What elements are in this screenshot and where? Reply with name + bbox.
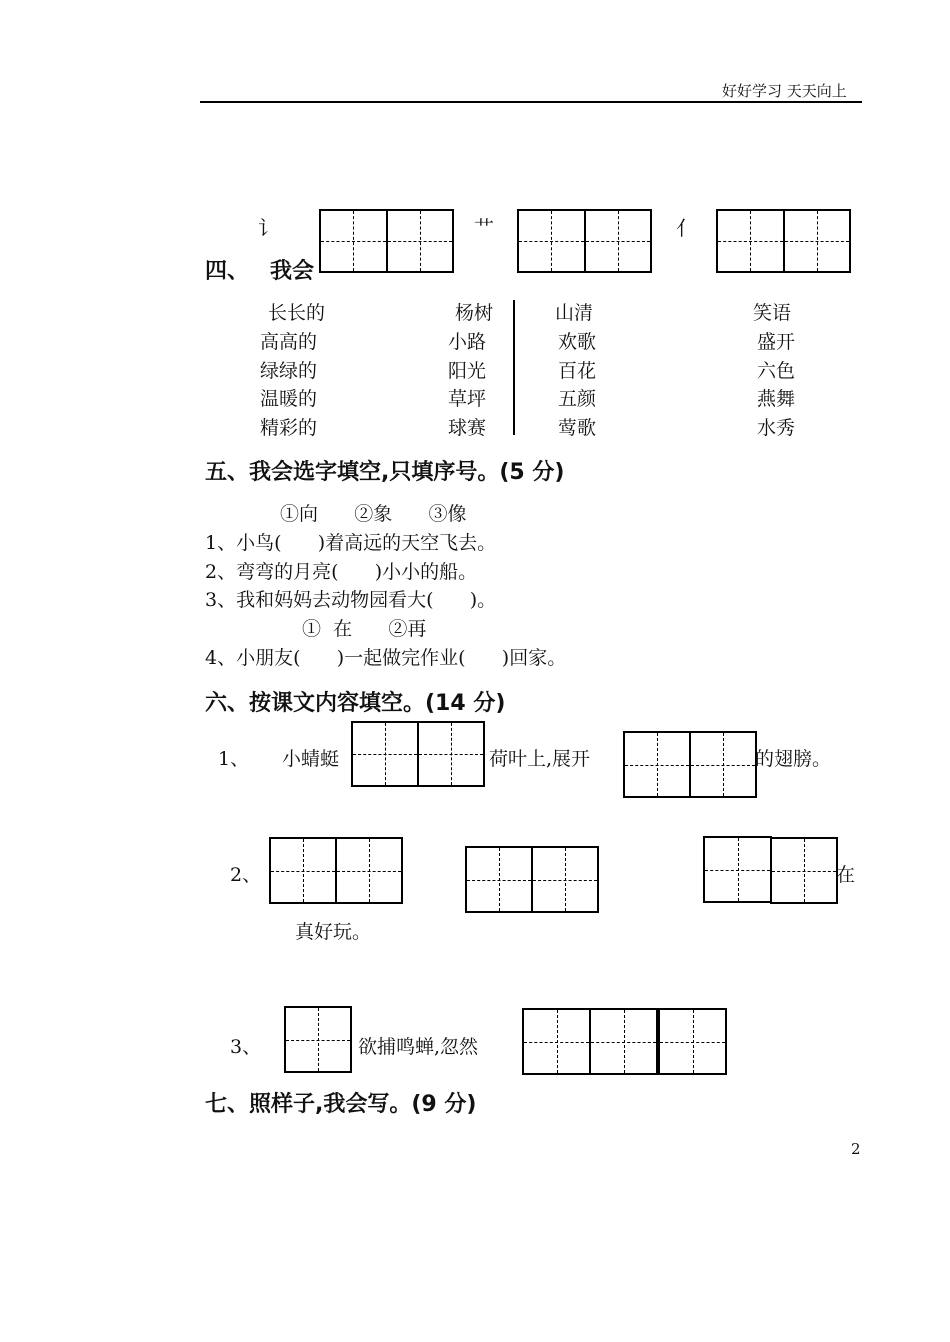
tianzige-grid[interactable] <box>351 721 485 787</box>
adj-item: 温暖的 <box>260 388 318 410</box>
item-text: 真好玩。 <box>295 921 372 943</box>
page-number: 2 <box>851 1140 861 1158</box>
adj-item: 长长的 <box>268 302 326 324</box>
item-number: 2、 <box>230 864 262 886</box>
phrase-start: 欢歌 <box>558 331 597 353</box>
tianzige-grid[interactable] <box>703 836 772 903</box>
header-rule <box>200 101 862 103</box>
radical-1: 讠 <box>258 216 278 240</box>
adj-item: 绿绿的 <box>260 360 318 382</box>
question-4: 4、小朋友( )一起做完作业( )回家。 <box>205 647 567 669</box>
column-divider <box>513 300 515 435</box>
noun-item: 小路 <box>448 331 487 353</box>
radical-3: 亻 <box>676 216 696 240</box>
phrase-end: 笑语 <box>753 302 792 324</box>
phrase-start: 五颜 <box>558 388 597 410</box>
section5-title: 五、我会选字填空,只填序号。(5 分) <box>205 460 565 485</box>
section4-number: 四、 <box>205 259 250 284</box>
section6-title: 六、按课文内容填空。(14 分) <box>205 691 506 716</box>
adj-item: 精彩的 <box>260 417 318 439</box>
noun-item: 杨树 <box>455 302 494 324</box>
tianzige-grid[interactable] <box>522 1008 658 1075</box>
tianzige-grid[interactable] <box>517 209 652 273</box>
section7-title: 七、照样子,我会写。(9 分) <box>205 1092 477 1117</box>
phrase-start: 莺歌 <box>558 417 597 439</box>
question-1: 1、小鸟( )着高远的天空飞去。 <box>205 532 497 554</box>
item-number: 3、 <box>230 1036 262 1058</box>
tianzige-grid[interactable] <box>319 209 454 273</box>
item-text: 的翅膀。 <box>755 748 832 770</box>
phrase-end: 六色 <box>757 360 796 382</box>
tianzige-grid[interactable] <box>284 1006 352 1073</box>
phrase-start: 山清 <box>555 302 594 324</box>
phrase-end: 盛开 <box>757 331 796 353</box>
noun-item: 草坪 <box>448 388 487 410</box>
adj-item: 高高的 <box>260 331 318 353</box>
question-2: 2、弯弯的月亮( )小小的船。 <box>205 561 478 583</box>
question-3: 3、我和妈妈去动物园看大( )。 <box>205 589 497 611</box>
radical-2: 艹 <box>474 216 494 240</box>
item-number: 1、 <box>218 748 250 770</box>
header-motto: 好好学习 天天向上 <box>722 82 847 100</box>
phrase-start: 百花 <box>558 360 597 382</box>
item-text: 欲捕鸣蝉,忽然 <box>358 1036 479 1058</box>
tianzige-grid[interactable] <box>770 837 838 904</box>
options-line: ① 在 ②再 <box>302 618 427 640</box>
phrase-end: 燕舞 <box>757 388 796 410</box>
tianzige-grid[interactable] <box>623 731 757 798</box>
item-text: 荷叶上,展开 <box>489 748 591 770</box>
item-text: 小蜻蜓 <box>282 748 340 770</box>
options-line: ①向 ②象 ③像 <box>280 503 467 525</box>
item-text: 在 <box>836 864 856 886</box>
tianzige-grid[interactable] <box>465 846 599 913</box>
noun-item: 球赛 <box>448 417 487 439</box>
noun-item: 阳光 <box>448 360 487 382</box>
tianzige-grid[interactable] <box>658 1008 727 1075</box>
phrase-end: 水秀 <box>757 417 796 439</box>
tianzige-grid[interactable] <box>269 837 403 904</box>
section4-title: 我会 <box>270 259 315 284</box>
tianzige-grid[interactable] <box>716 209 851 273</box>
